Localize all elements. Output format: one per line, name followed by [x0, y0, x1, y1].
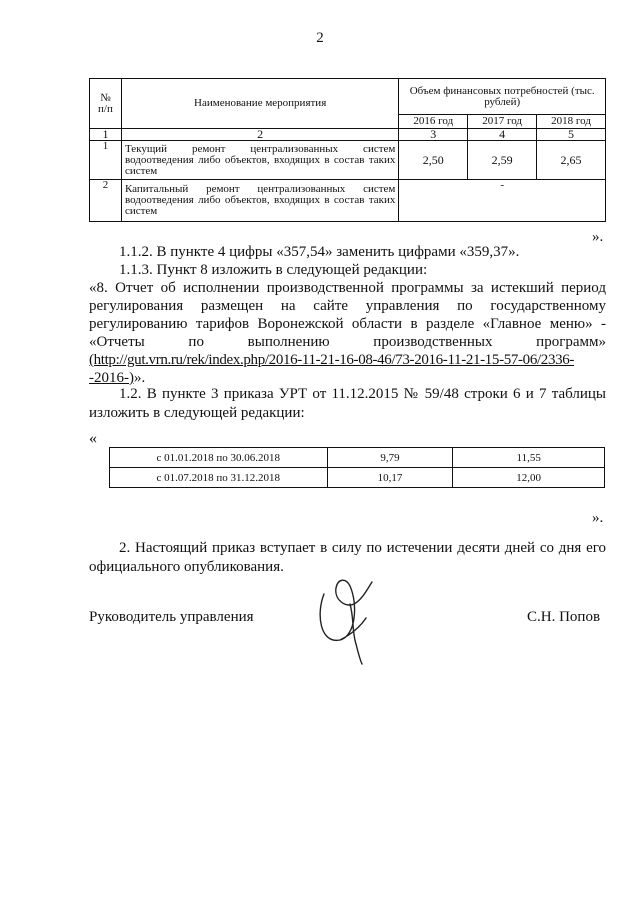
paragraph-1-2: 1.2. В пункте 3 приказа УРТ от 11.12.2015 № 59/48 строки 6 и 7 таблицы изложить в следующей редакции: [89, 386, 606, 421]
value-cell: 11,55 [453, 448, 605, 468]
value-cell: 10,17 [327, 468, 453, 488]
header-year-2017: 2017 год [468, 115, 537, 129]
financial-needs-table [89, 78, 606, 222]
table-row [110, 468, 605, 488]
header-year-2018: 2018 год [537, 115, 606, 129]
signatory-name: С.Н. Попов [527, 609, 601, 625]
index-cell: 4 [468, 129, 537, 141]
table-row [90, 180, 606, 222]
index-cell: 1 [90, 129, 122, 141]
paragraph-8-line: регулированию тарифов Воронежской области в разделе «Главное меню» - [89, 316, 606, 332]
row-value: 2,65 [537, 141, 606, 180]
close-quote: ». [592, 229, 604, 245]
row-merged-value: - [399, 180, 606, 222]
link-tail: ». [134, 370, 146, 386]
index-cell: 3 [399, 129, 468, 141]
period-cell: с 01.01.2018 по 30.06.2018 [110, 448, 328, 468]
row-name: Текущий ремонт централизованных систем водоотведения либо объектов, входящих в состав таких систем [121, 141, 398, 180]
index-row [90, 129, 606, 141]
paragraph-8-line: «8. Отчет об исполнении производственной программы за истекший период [89, 280, 606, 296]
header-name: Наименование мероприятия [121, 79, 398, 129]
index-cell: 5 [537, 129, 606, 141]
row-name: Капитальный ремонт централизованных систем водоотведения либо объектов, входящих в состав таких систем [121, 180, 398, 222]
open-quote: « [89, 430, 97, 447]
paragraph-8-line: регулирования размещен на сайте управления по государственному [89, 298, 606, 314]
row-num: 2 [90, 180, 122, 222]
value-cell: 9,79 [327, 448, 453, 468]
row-value: 2,59 [468, 141, 537, 180]
index-cell: 2 [121, 129, 398, 141]
row-num: 1 [90, 141, 122, 180]
paragraph-8-line: «Отчеты по выполнению производственных программ» [89, 334, 606, 350]
period-cell: с 01.07.2018 по 31.12.2018 [110, 468, 328, 488]
paragraph-2: 2. Настоящий приказ вступает в силу по истечении десяти дней со дня его официального опубликования. [89, 540, 606, 575]
header-year-2016: 2016 год [399, 115, 468, 129]
row-value: 2,50 [399, 141, 468, 180]
value-cell: 12,00 [453, 468, 605, 488]
signature-icon [310, 574, 390, 666]
paragraph-1-1-3: 1.1.3. Пункт 8 изложить в следующей редакции: [119, 262, 428, 278]
signatory-title: Руководитель управления [89, 609, 254, 625]
page-number: 2 [316, 30, 324, 46]
table-row [90, 141, 606, 180]
close-quote: ». [592, 510, 604, 526]
paragraph-1-1-2: 1.1.2. В пункте 4 цифры «357,54» заменить цифрами «359,37». [119, 244, 520, 260]
table-row [110, 448, 605, 468]
report-link[interactable]: (http://gut.vrn.ru/rek/index.php/2016-11-21-16-08-46/73-2016-11-21-15-57-06/2336- [89, 352, 575, 368]
header-num: № п/п [90, 79, 122, 129]
report-link-cont[interactable]: -2016-) [89, 370, 134, 386]
header-group: Объем финансовых потребностей (тыс. рублей) [399, 79, 606, 115]
tariff-periods-table [109, 447, 605, 488]
